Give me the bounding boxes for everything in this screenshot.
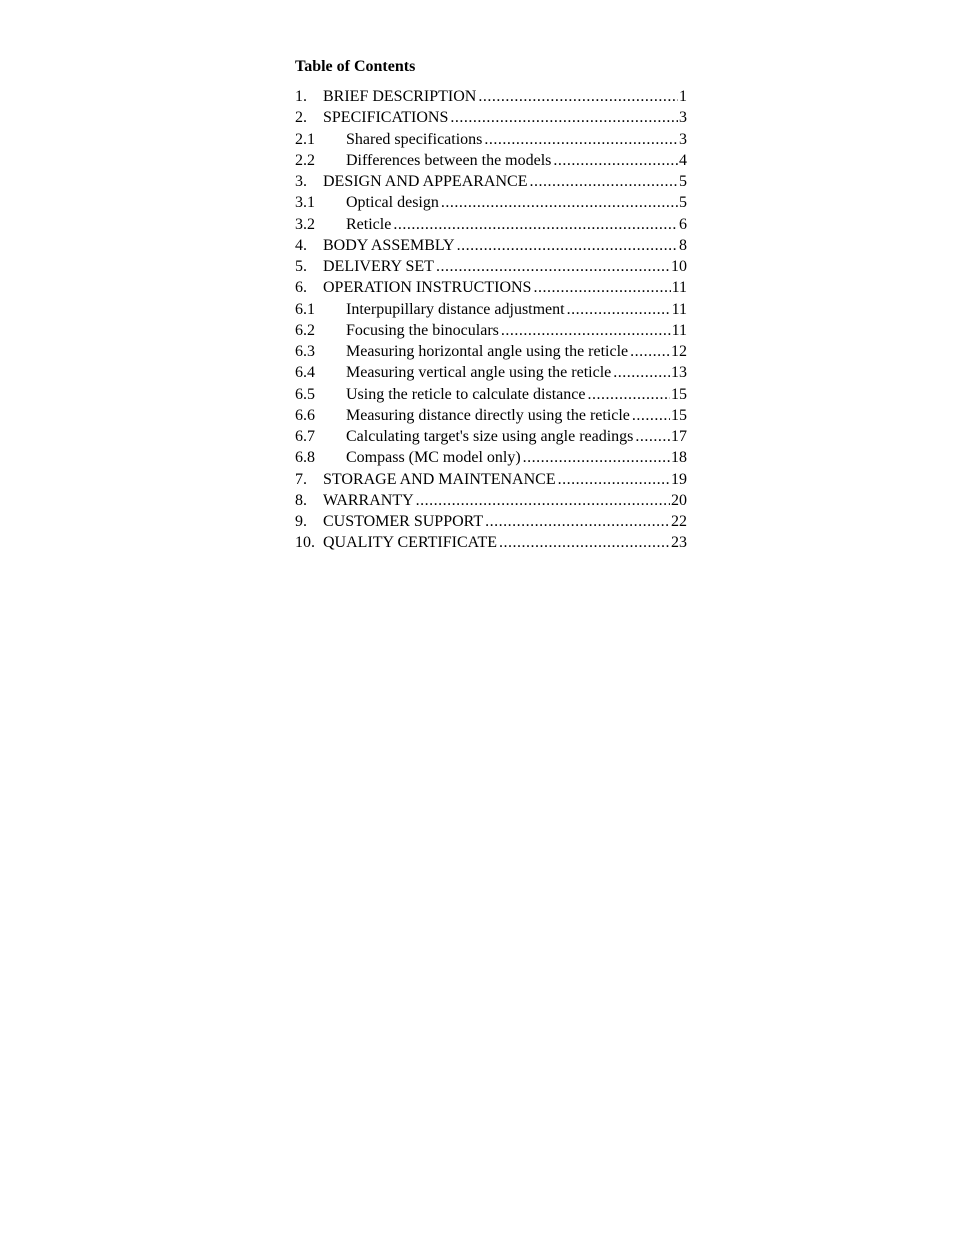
toc-entry[interactable] xyxy=(295,129,687,150)
toc-entry-page: 11 xyxy=(671,300,687,318)
toc-dot-leader xyxy=(613,362,670,383)
toc-dot-leader xyxy=(558,469,670,490)
toc-dot-leader xyxy=(567,299,671,320)
toc-dot-leader xyxy=(523,447,670,468)
toc-entry-page: 17 xyxy=(671,428,687,445)
toc-entry-page: 12 xyxy=(671,343,687,360)
toc-dot-leader xyxy=(587,384,670,405)
toc-entry-label: Optical design xyxy=(346,194,439,212)
toc-entry[interactable] xyxy=(295,107,687,128)
toc-entry-label: CUSTOMER SUPPORT xyxy=(323,513,484,530)
toc-dot-leader xyxy=(485,511,670,532)
toc-dot-leader xyxy=(501,320,671,341)
toc-dot-leader xyxy=(499,532,670,553)
toc-dot-leader xyxy=(441,192,678,213)
toc-entry-number: 6. xyxy=(295,279,307,297)
toc-entry[interactable] xyxy=(295,150,687,171)
toc-entry-number: 6.3 xyxy=(295,343,315,360)
toc-entry[interactable] xyxy=(295,490,687,511)
toc-title: Table of Contents xyxy=(295,58,416,75)
toc-dot-leader xyxy=(484,129,678,150)
toc-entry-label: Measuring horizontal angle using the reticle xyxy=(346,343,629,360)
toc-entry[interactable] xyxy=(295,256,687,277)
toc-entry-label: BRIEF DESCRIPTION xyxy=(323,88,477,105)
toc-entry-page: 15 xyxy=(671,385,687,403)
toc-entry-page: 3 xyxy=(679,130,687,148)
toc-entry-label: Reticle xyxy=(346,215,392,233)
toc-entry[interactable] xyxy=(295,277,687,298)
toc-entry-number: 2.2 xyxy=(295,151,315,169)
toc-entry-number: 8. xyxy=(295,491,307,509)
toc-entry[interactable] xyxy=(295,426,687,447)
toc-entry-page: 8 xyxy=(679,236,687,254)
toc-entry-number: 10. xyxy=(295,534,315,552)
toc-entry-page: 15 xyxy=(671,406,687,424)
toc-entry[interactable] xyxy=(295,341,687,362)
toc-entry[interactable] xyxy=(295,511,687,532)
toc-entry-label: WARRANTY xyxy=(323,491,414,509)
toc-entry-page: 11 xyxy=(671,321,687,339)
toc-entry-page: 22 xyxy=(671,513,687,530)
toc-entry[interactable] xyxy=(295,299,687,320)
toc-entry-label: SPECIFICATIONS xyxy=(323,109,449,127)
toc-entry-label: Interpupillary distance adjustment xyxy=(346,300,565,318)
toc-entry-label: DESIGN AND APPEARANCE xyxy=(323,173,528,190)
toc-entry-page: 20 xyxy=(671,491,687,509)
toc-entry-page: 18 xyxy=(671,449,687,467)
toc-dot-leader xyxy=(450,107,678,128)
toc-entry-number: 6.4 xyxy=(295,364,315,382)
toc-entry-number: 6.6 xyxy=(295,406,315,424)
toc-entry-number: 6.8 xyxy=(295,449,315,467)
toc-dot-leader xyxy=(533,277,670,298)
toc-entry-page: 13 xyxy=(671,364,687,382)
toc-entry-page: 10 xyxy=(671,258,687,275)
toc-entry-number: 6.2 xyxy=(295,321,315,339)
toc-entry-number: 3.2 xyxy=(295,215,315,233)
toc-entry-label: Shared specifications xyxy=(346,130,483,148)
toc-entry-label: DELIVERY SET xyxy=(323,258,434,275)
toc-entry[interactable] xyxy=(295,214,687,235)
toc-entry-number: 5. xyxy=(295,258,307,275)
toc-entry-label: Measuring distance directly using the reticle xyxy=(346,406,630,424)
toc-entry-page: 23 xyxy=(671,534,687,552)
toc-entry-page: 19 xyxy=(671,470,687,488)
toc-entry-label: OPERATION INSTRUCTIONS xyxy=(323,279,532,297)
toc-entry-page: 4 xyxy=(679,151,687,169)
toc-dot-leader xyxy=(529,171,678,192)
toc-entry-label: BODY ASSEMBLY xyxy=(323,236,455,254)
toc-entry[interactable] xyxy=(295,235,687,256)
toc-entry-page: 11 xyxy=(671,279,687,297)
toc-entry-label: Compass (MC model only) xyxy=(346,449,521,467)
toc-entry-number: 9. xyxy=(295,513,307,530)
toc-entry-number: 6.7 xyxy=(295,428,315,445)
toc-entry-number: 6.1 xyxy=(295,300,315,318)
toc-dot-leader xyxy=(632,405,670,426)
toc-entry[interactable] xyxy=(295,171,687,192)
toc-entry[interactable] xyxy=(295,320,687,341)
toc-entry-page: 1 xyxy=(679,88,687,105)
toc-dot-leader xyxy=(635,426,670,447)
toc-dot-leader xyxy=(553,150,678,171)
toc-list xyxy=(295,86,687,554)
toc-entry-number: 1. xyxy=(295,88,307,105)
table-of-contents xyxy=(295,56,687,554)
toc-entry-number: 6.5 xyxy=(295,385,315,403)
toc-entry[interactable] xyxy=(295,362,687,383)
toc-dot-leader xyxy=(478,86,678,107)
toc-entry-label: Calculating target's size using angle readings xyxy=(346,428,634,445)
toc-dot-leader xyxy=(416,490,670,511)
toc-dot-leader xyxy=(457,235,678,256)
toc-entry-label: STORAGE AND MAINTENANCE xyxy=(323,470,556,488)
toc-entry-page: 6 xyxy=(679,215,687,233)
toc-dot-leader xyxy=(393,214,678,235)
toc-dot-leader xyxy=(436,256,670,277)
toc-dot-leader xyxy=(630,341,670,362)
toc-entry-label: Using the reticle to calculate distance xyxy=(346,385,586,403)
toc-entry-number: 3.1 xyxy=(295,194,315,212)
toc-entry[interactable] xyxy=(295,532,687,553)
toc-entry-page: 5 xyxy=(679,173,687,190)
toc-entry[interactable] xyxy=(295,86,687,107)
toc-entry-label: Focusing the binoculars xyxy=(346,321,499,339)
toc-entry[interactable] xyxy=(295,469,687,490)
toc-entry-label: Differences between the models xyxy=(346,151,552,169)
toc-entry-label: QUALITY CERTIFICATE xyxy=(323,534,497,552)
toc-entry-number: 3. xyxy=(295,173,307,190)
toc-entry[interactable] xyxy=(295,447,687,468)
toc-entry[interactable] xyxy=(295,405,687,426)
toc-entry-page: 3 xyxy=(679,109,687,127)
toc-entry-label: Measuring vertical angle using the reticle xyxy=(346,364,612,382)
toc-entry-number: 2.1 xyxy=(295,130,315,148)
toc-entry[interactable] xyxy=(295,384,687,405)
toc-entry-number: 4. xyxy=(295,236,307,254)
toc-entry-number: 2. xyxy=(295,109,307,127)
toc-entry-number: 7. xyxy=(295,470,307,488)
toc-entry[interactable] xyxy=(295,192,687,213)
toc-entry-page: 5 xyxy=(679,194,687,212)
